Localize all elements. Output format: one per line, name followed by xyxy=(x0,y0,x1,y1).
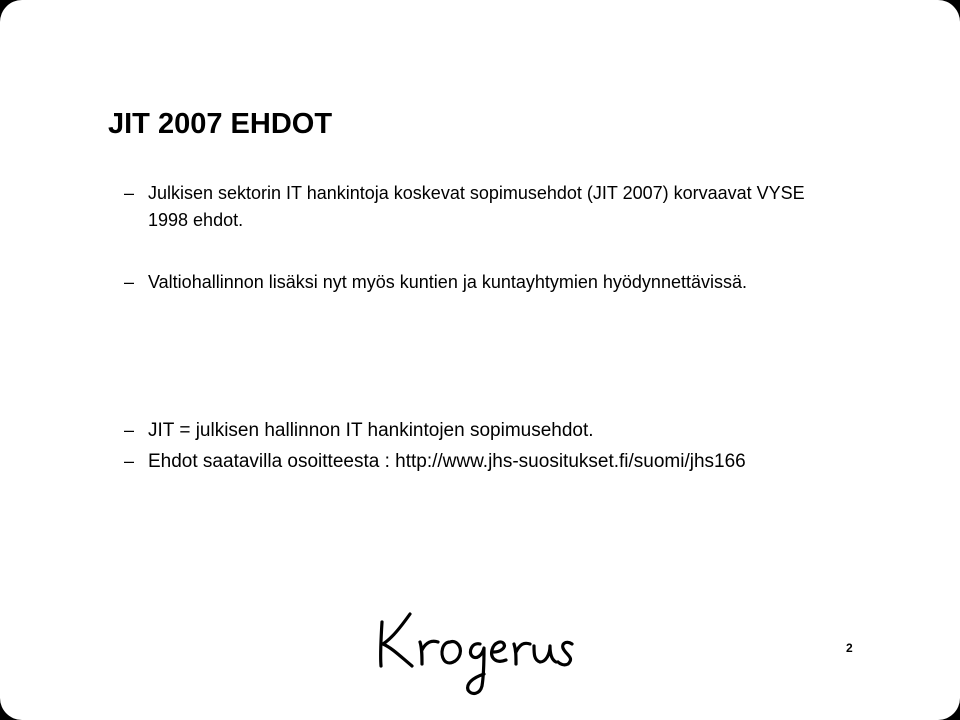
bullet-text: Ehdot saatavilla osoitteesta : http://www.jhs-suositukset.fi/suomi/jhs166 xyxy=(148,451,746,472)
page-number: 2 xyxy=(846,641,853,655)
bullet-dash: – xyxy=(124,420,135,440)
bullet-text: Julkisen sektorin IT hankintoja koskevat sopimusehdot (JIT 2007) korvaavat VYSE 1998 ehdot. xyxy=(148,183,805,230)
bullet-dash: – xyxy=(124,183,135,203)
bullet-dash: – xyxy=(124,451,135,471)
bullet-text: JIT = julkisen hallinnon IT hankintojen sopimusehdot. xyxy=(148,420,594,441)
bullet-dash: – xyxy=(124,272,135,292)
slide-title: JIT 2007 EHDOT xyxy=(108,108,333,140)
krogerus-signature-logo xyxy=(372,600,582,700)
bullet-text: Valtiohallinnon lisäksi nyt myös kuntien ja kuntayhtymien hyödynnettävissä. xyxy=(148,272,747,292)
